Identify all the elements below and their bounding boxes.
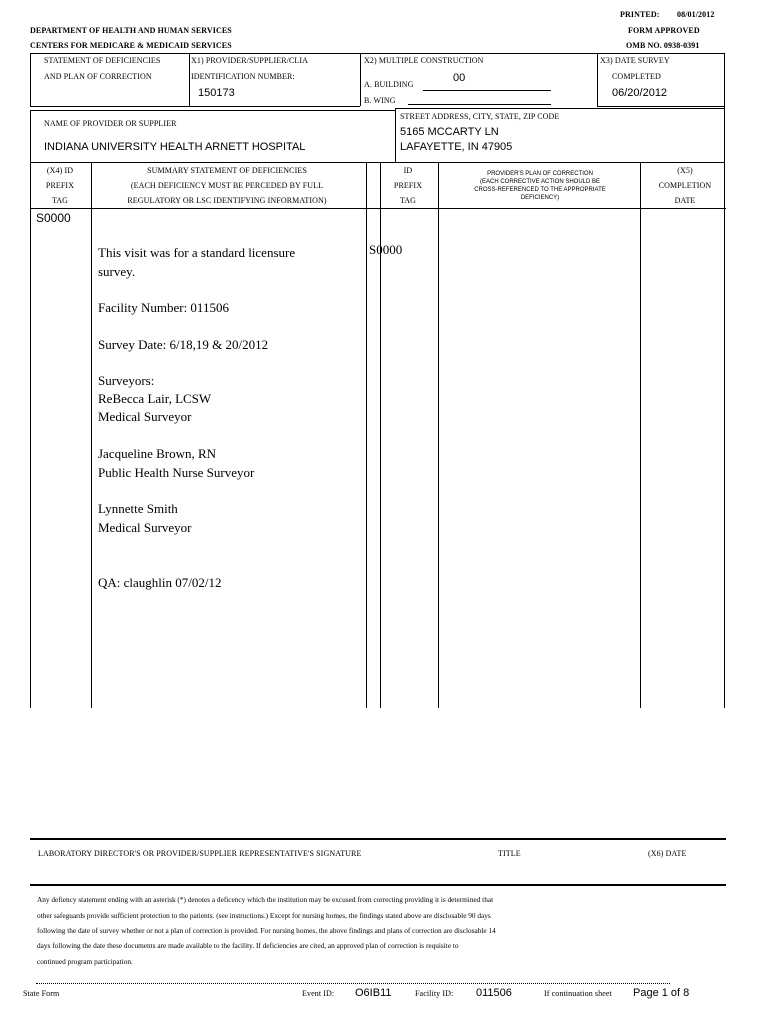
department-line: DEPARTMENT OF HEALTH AND HUMAN SERVICES [30,26,232,35]
id-header-1: ID [403,166,413,175]
wing-underline [408,104,551,105]
left-prefix-tag: S0000 [36,211,71,225]
top-box-left [30,53,31,106]
provider-box-top [30,110,395,111]
wing-label: B. WING [364,96,396,105]
disclaimer-line-3: following the date of survey whether or not a plan of correction is provided. For nursing homes, the above findings and plans of correction are disclosable 14 [37,926,496,935]
building-underline [423,90,551,91]
provider-name-value: INDIANA UNIVERSITY HEALTH ARNETT HOSPITAL [44,141,306,153]
x5-header-3: DATE [674,196,696,205]
surveyor-2-title: Public Health Nurse Surveyor [98,465,255,480]
plan-header-1: PROVIDER'S PLAN OF CORRECTION [487,171,593,177]
address-line-2: LAFAYETTE, IN 47905 [400,141,513,153]
facility-id-value: 011506 [476,987,512,999]
disclaimer-line-4: days following the date these documents are made available to the facility. If deficiencies are cited, an approved plan of correction is requisite to [37,941,459,950]
summary-header-1: SUMMARY STATEMENT OF DEFICIENCIES [147,166,307,175]
title-label: TITLE [498,849,521,858]
signature-bottom-line [30,884,726,886]
summary-header-3: REGULATORY OR LSC IDENTIFYING INFORMATION) [127,196,327,205]
printed-date: 08/01/2012 [677,10,715,19]
provider-name-label: NAME OF PROVIDER OR SUPPLIER [44,119,177,128]
id-header-3: TAG [399,196,417,205]
printed-label: PRINTED: [620,10,660,19]
column-header-bottom [30,208,726,209]
col-line-summary [366,162,367,708]
omb-number: OMB NO. 0938-0391 [626,41,700,50]
top-box-divider-2 [360,53,361,106]
statement-label-2: AND PLAN OF CORRECTION [44,72,152,81]
x4-header-3: TAG [51,196,69,205]
disclaimer-line-5: continued program participation. [37,957,133,966]
surveyor-3-title: Medical Surveyor [98,520,192,535]
top-box-border [30,53,724,54]
visit-line-1: This visit was for a standard licensure [98,245,296,260]
surveyor-1-name: ReBecca Lair, LCSW [98,391,212,406]
col-line-left [30,162,31,708]
column-header-top [30,162,724,163]
top-box-divider-3 [597,53,598,106]
address-label: STREET ADDRESS, CITY, STATE, ZIP CODE [400,112,560,121]
address-line-1: 5165 MCCARTY LN [400,126,499,138]
x5-header-1: (X5) [677,166,693,175]
provider-box-left [30,110,31,162]
col-line-id-right [438,162,439,708]
col-line-plan [640,162,641,708]
top-box-right [724,53,725,162]
plan-header-2: (EACH CORRECTIVE ACTION SHOULD BE [479,179,601,185]
footer-dotted-line [36,983,670,984]
summary-header-2: (EACH DEFICIENCY MUST BE PERCEDED BY FULL [130,181,324,190]
x4-header-2: PREFIX [45,181,75,190]
id-header-2: PREFIX [393,181,423,190]
surveyor-2-name: Jacqueline Brown, RN [98,446,217,461]
col-line-right [724,162,725,708]
x3-label-2: COMPLETED [612,72,661,81]
statement-label-1: STATEMENT OF DEFICIENCIES [44,56,161,65]
x6-date-label: (X6) DATE [648,849,687,858]
x4-header-1: (X4) ID [46,166,74,175]
visit-line-2: survey. [98,264,136,279]
event-id-value: O6IB11 [355,987,392,999]
x2-label: X2) MULTIPLE CONSTRUCTION [364,56,484,65]
top-box-divider-1 [189,53,190,106]
surveyor-3-name: Lynnette Smith [98,501,178,516]
x1-label-1: X1) PROVIDER/SUPPLIER/CLIA [191,56,309,65]
qa-line: QA: claughlin 07/02/12 [98,575,222,590]
form-approved: FORM APPROVED [628,26,700,35]
facility-id-label: Facility ID: [415,989,454,998]
event-id-label: Event ID: [302,989,335,998]
address-box-top [395,108,724,109]
x3-label-1: X3) DATE SURVEY [600,56,670,65]
surveyor-1-title: Medical Surveyor [98,409,192,424]
lab-director-label: LABORATORY DIRECTOR'S OR PROVIDER/SUPPLIER REPRESENTATIVE'S SIGNATURE [38,849,362,858]
page-number: Page 1 of 8 [633,987,690,999]
building-label: A. BUILDING [364,80,414,89]
col-line-tag [91,162,92,708]
plan-header-4: DEFICIENCY) [520,195,560,201]
top-box-bottom-left [30,106,360,107]
x5-header-2: COMPLETION [658,181,712,190]
plan-header-3: CROSS-REFERENCED TO THE APPROPRIATE [474,187,606,193]
survey-date-value: 06/20/2012 [612,87,668,99]
x1-label-2: IDENTIFICATION NUMBER: [191,72,295,81]
building-value: 00 [453,72,466,84]
surveyors-heading: Surveyors: [98,373,155,388]
right-prefix-tag: S0000 [369,242,403,257]
facility-number: Facility Number: 011506 [98,300,229,315]
continuation-label: If continuation sheet [544,989,612,998]
provider-box-divider [395,108,396,162]
state-form-label: State Form [23,989,60,998]
signature-top-line [30,838,726,840]
disclaimer-line-1: Any defiency statement ending with an asterisk (*) denotes a deficency which the institution may be excused from correcting providing it is determined that [37,895,494,904]
cms-line: CENTERS FOR MEDICARE & MEDICAID SERVICES [30,41,232,50]
survey-date: Survey Date: 6/18,19 & 20/2012 [98,337,269,352]
top-box-bottom-right [597,106,724,107]
disclaimer-line-2: other safeguards provide sufficient protection to the patients. (see instructions.) Except for nursing homes, the findings stated above are disclosable 90 days [37,911,491,920]
provider-id-value: 150173 [198,87,235,99]
